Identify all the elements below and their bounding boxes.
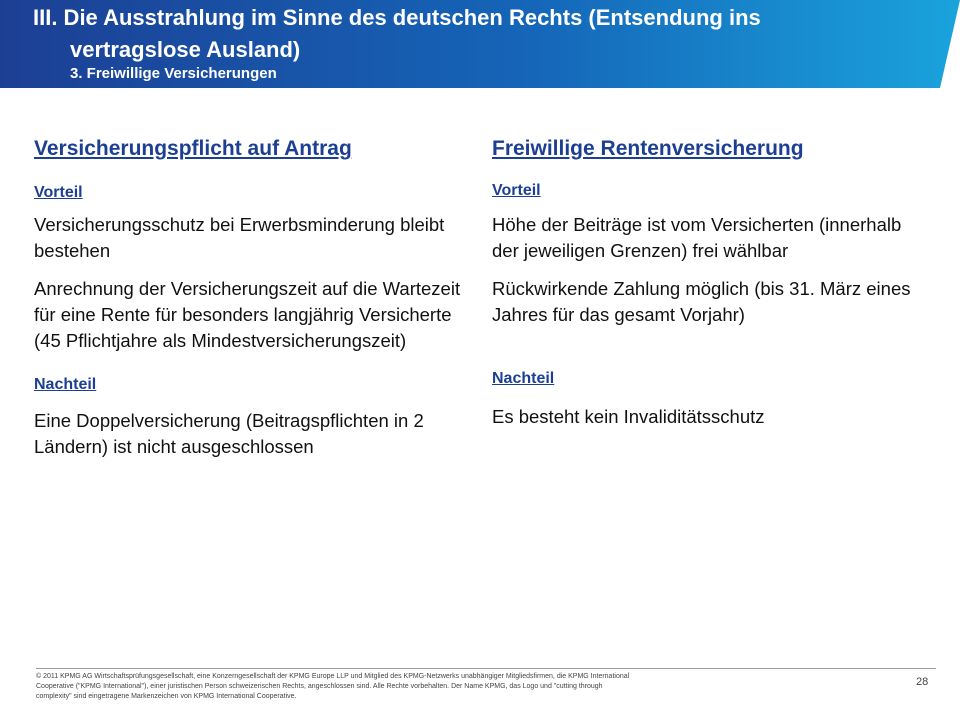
right-nachteil-item: Es besteht kein Invaliditätsschutz (492, 406, 765, 427)
right-column-title: Freiwillige Rentenversicherung (492, 137, 804, 160)
right-vorteil-item: Rückwirkende Zahlung möglich (bis 31. März eines Jahres für das gesamt Vorjahr) (492, 278, 911, 325)
left-column (34, 134, 464, 460)
left-vorteil-item: Versicherungsschutz bei Erwerbsminderung bleibt bestehen (34, 214, 445, 261)
footer-copyright: © 2011 KPMG AG Wirtschaftsprüfungsgesellschaft, eine Konzerngesellschaft der KPMG Europe LLP und Mitglied des KPMG-Netzwerks unabhängiger Mitgliedsfirmen, die KPMG International Cooperative ("KPMG International"), einer juristischen Person schweizerischen Rechts, angeschlossen sind. Alle Rechte vorbehalten. Der Name KPMG, das Logo und "cutting through complexity" sind eingetragene Markenzeichen von KPMG International Cooperative. (36, 673, 630, 700)
right-vorteil-label: Vorteil (492, 182, 541, 199)
page-number: 28 (916, 676, 929, 688)
left-nachteil-item: Eine Doppelversicherung (Beitragspflichten in 2 Ländern) ist nicht ausgeschlossen (34, 410, 424, 457)
slide-title-line2: vertragslose Ausland) (70, 37, 301, 62)
slide-title-line1: III. Die Ausstrahlung im Sinne des deutschen Rechts (Entsendung ins (33, 5, 761, 30)
right-nachteil-label: Nachteil (492, 370, 555, 387)
footer-divider (36, 668, 936, 669)
right-column (492, 134, 922, 430)
left-vorteil-label: Vorteil (34, 184, 83, 201)
left-column-title: Versicherungspflicht auf Antrag (34, 137, 352, 160)
left-vorteil-item: Anrechnung der Versicherungszeit auf die Wartezeit für eine Rente für besonders langjährig Versicherte (45 Pflichtjahre als Mindestversicherungszeit) (34, 278, 461, 351)
header-banner (0, 0, 960, 90)
slide-subtitle: 3. Freiwillige Versicherungen (70, 65, 277, 82)
left-nachteil-label: Nachteil (34, 376, 97, 393)
right-vorteil-item: Höhe der Beiträge ist vom Versicherten (innerhalb der jeweiligen Grenzen) frei wählbar (492, 214, 902, 261)
